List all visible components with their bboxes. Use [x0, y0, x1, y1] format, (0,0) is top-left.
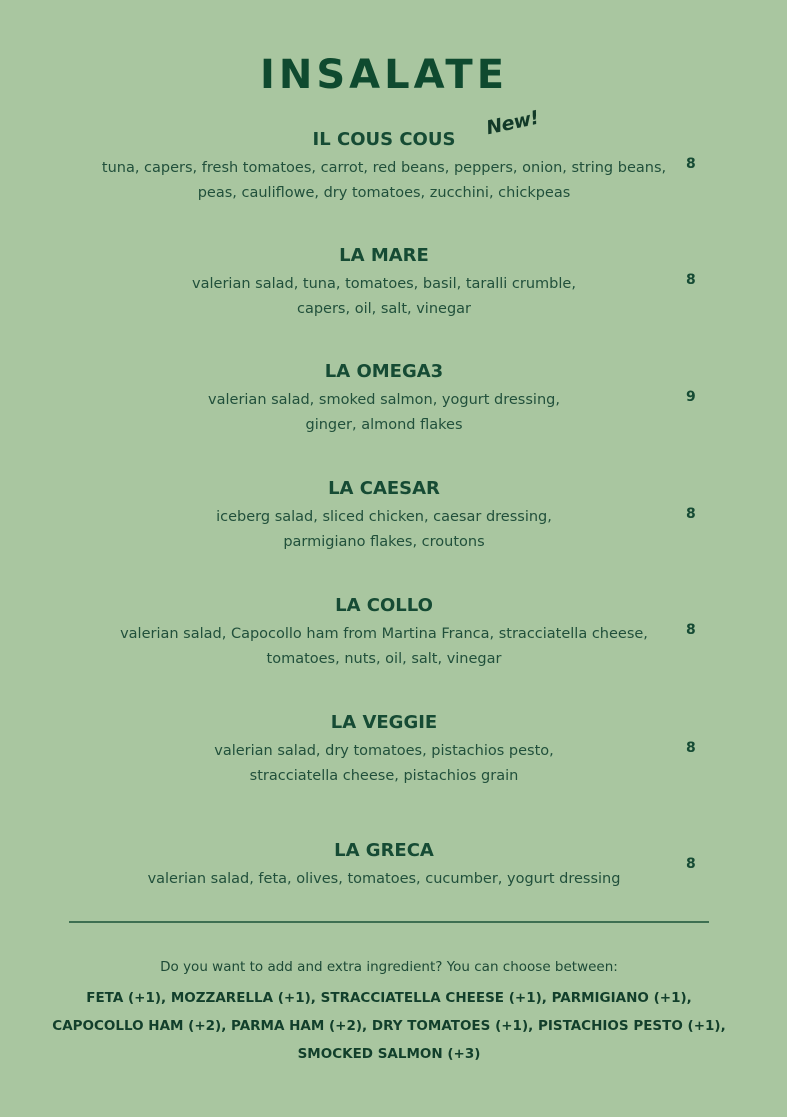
item-price: 8	[686, 622, 696, 638]
item-description	[0, 505, 768, 555]
item-name: LA CAESAR	[328, 478, 440, 499]
item-description-line: valerian salad, dry tomatoes, pistachios pesto,	[214, 743, 554, 759]
new-badge: New!	[484, 106, 541, 140]
item-description	[0, 622, 768, 672]
item-name: LA MARE	[339, 245, 429, 266]
item-description-line: valerian salad, feta, olives, tomatoes, cucumber, yogurt dressing	[147, 871, 621, 887]
item-price: 8	[686, 506, 696, 522]
item-description-line: tuna, capers, fresh tomatoes, carrot, red beans, peppers, onion, string beans,	[101, 160, 667, 176]
item-name: LA OMEGA3	[324, 361, 444, 382]
item-description	[0, 388, 768, 438]
item-price: 9	[686, 389, 696, 405]
item-description-line: ginger, almond flakes	[305, 417, 463, 433]
menu-item-la-omega3	[0, 361, 768, 438]
extras-line: FETA (+1), MOZZARELLA (+1), STRACCIATELLA CHEESE (+1), PARMIGIANO (+1),	[86, 990, 692, 1006]
item-description	[0, 272, 768, 322]
item-description-line: peas, cauliflowe, dry tomatoes, zucchini, chickpeas	[197, 185, 571, 201]
item-name: IL COUS COUS	[312, 129, 456, 150]
item-name: LA VEGGIE	[330, 712, 438, 733]
menu-item-la-caesar	[0, 478, 768, 555]
extras-line: CAPOCOLLO HAM (+2), PARMA HAM (+2), DRY TOMATOES (+1), PISTACHIOS PESTO (+1),	[52, 1018, 726, 1034]
item-name: LA COLLO	[335, 595, 433, 616]
item-description	[0, 739, 768, 789]
item-price: 8	[686, 156, 696, 172]
extras-section	[0, 956, 778, 1068]
item-description-line: parmigiano flakes, croutons	[283, 534, 485, 550]
divider	[69, 921, 709, 923]
item-description-line: capers, oil, salt, vinegar	[296, 301, 471, 317]
page-title: INSALATE	[259, 52, 509, 98]
item-description-line: valerian salad, smoked salmon, yogurt dressing,	[208, 392, 560, 408]
item-price: 8	[686, 740, 696, 756]
item-description-line: tomatoes, nuts, oil, salt, vinegar	[266, 651, 502, 667]
item-description-line: iceberg salad, sliced chicken, caesar dressing,	[216, 509, 552, 525]
extras-intro: Do you want to add and extra ingredient? You can choose between:	[160, 959, 618, 975]
menu-item-la-veggie	[0, 712, 768, 789]
menu-item-la-greca	[0, 840, 768, 892]
item-description	[0, 156, 768, 206]
item-description	[0, 867, 768, 892]
menu-item-la-collo	[0, 595, 768, 672]
item-name: LA GRECA	[334, 840, 434, 861]
extras-line: SMOCKED SALMON (+3)	[297, 1046, 481, 1062]
menu-item-il-cous-cous	[0, 129, 768, 206]
item-description-line: valerian salad, tuna, tomatoes, basil, taralli crumble,	[192, 276, 576, 292]
menu-item-la-mare	[0, 245, 768, 322]
item-description-line: valerian salad, Capocollo ham from Martina Franca, stracciatella cheese,	[120, 626, 648, 642]
item-price: 8	[686, 272, 696, 288]
item-price: 8	[686, 856, 696, 872]
extras-list	[0, 984, 778, 1068]
item-description-line: stracciatella cheese, pistachios grain	[249, 768, 519, 784]
